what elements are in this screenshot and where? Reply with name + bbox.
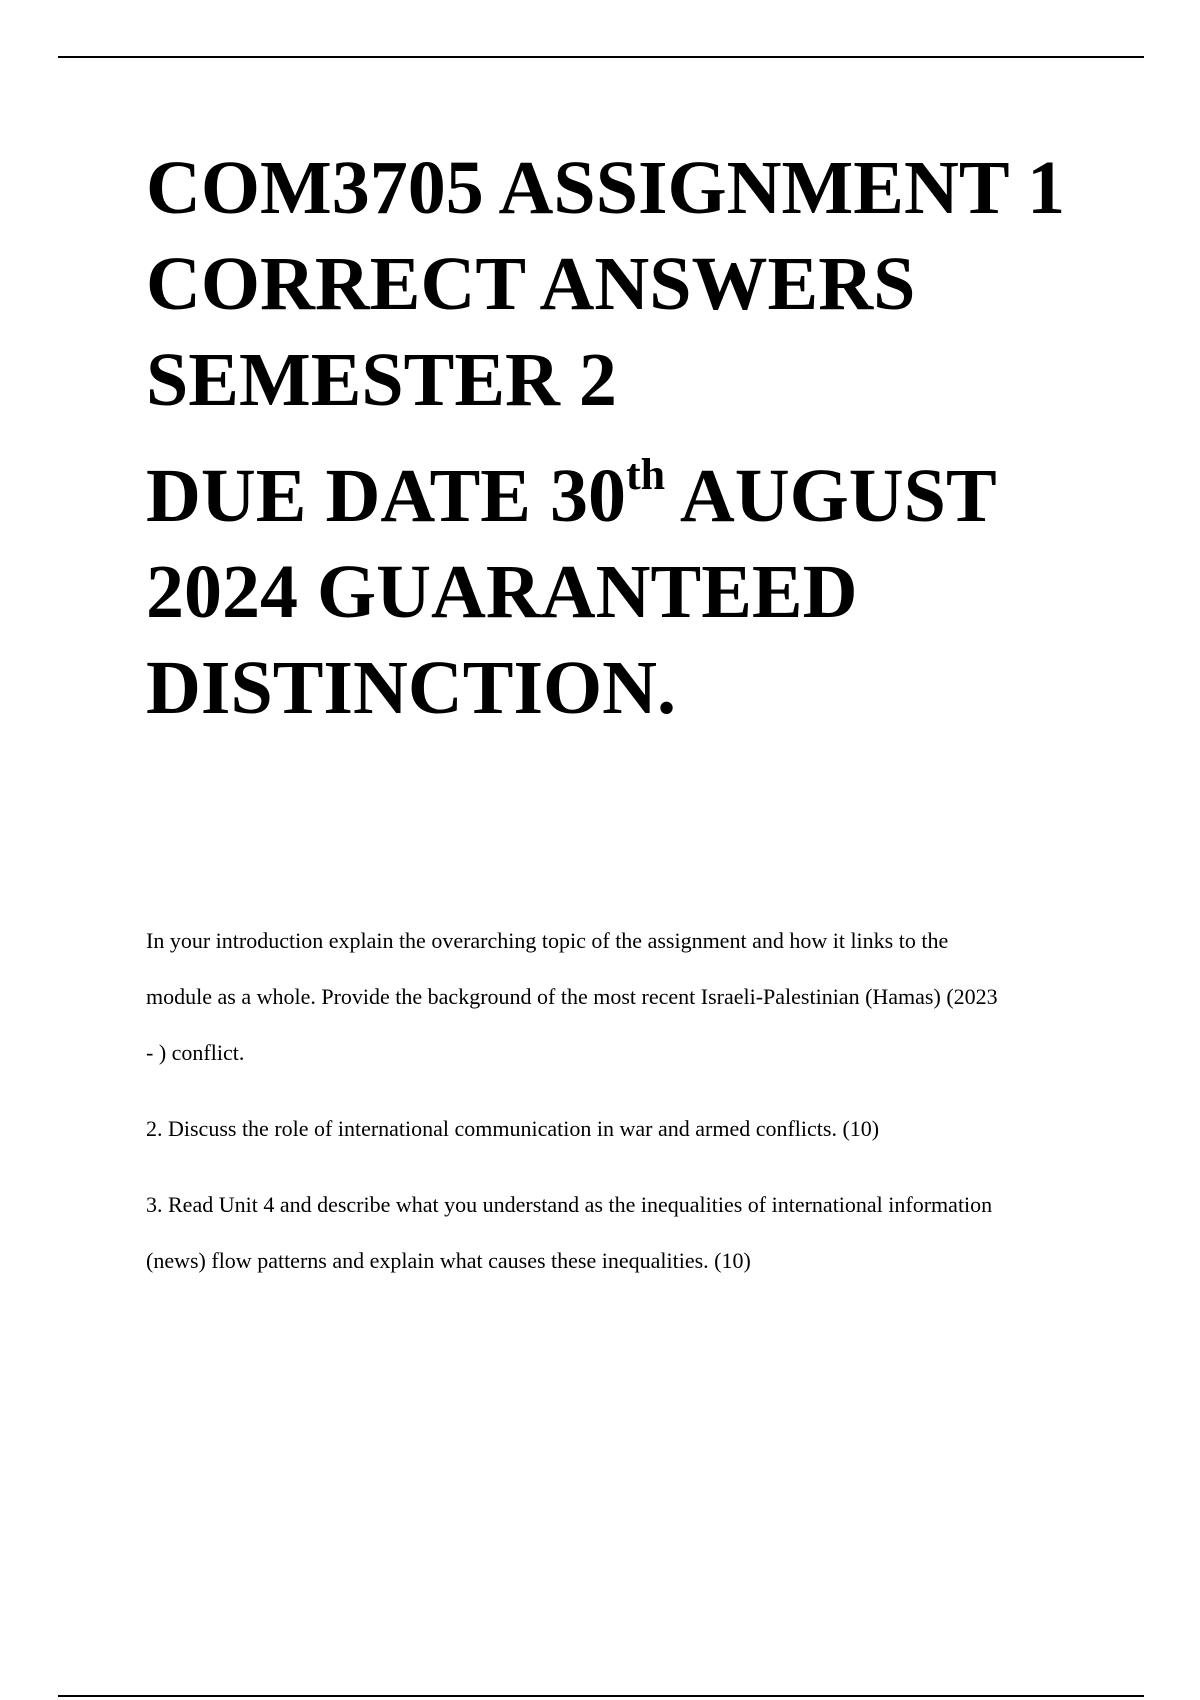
bottom-rule	[58, 1695, 1144, 1697]
intro-line-3: - ) conflict.	[146, 1040, 245, 1065]
title-line-6: DISTINCTION.	[146, 646, 677, 730]
due-date-ordinal: th	[625, 449, 666, 499]
title-line-4	[146, 448, 1146, 544]
assignment-questions	[146, 913, 1146, 1289]
document-title	[146, 140, 1146, 736]
due-date-prefix: DUE DATE 30	[146, 454, 626, 538]
title-line-3: SEMESTER 2	[146, 338, 617, 422]
title-line-1: COM3705 ASSIGNMENT 1	[146, 146, 1066, 230]
intro-line-2: module as a whole. Provide the background of the most recent Israeli-Palestinian (Hamas) (2023	[146, 984, 998, 1009]
question-3-line-2: (news) flow patterns and explain what causes these inequalities. (10)	[146, 1248, 751, 1273]
title-line-2: CORRECT ANSWERS	[146, 242, 916, 326]
question-3	[146, 1177, 1146, 1289]
top-rule	[58, 56, 1144, 58]
intro-line-1: In your introduction explain the overarching topic of the assignment and how it links to the	[146, 928, 949, 953]
question-2-line-1: 2. Discuss the role of international communication in war and armed conflicts. (10)	[146, 1116, 880, 1141]
intro-paragraph	[146, 913, 1146, 1081]
question-2	[146, 1101, 1146, 1157]
question-3-line-1: 3. Read Unit 4 and describe what you understand as the inequalities of international information	[146, 1192, 993, 1217]
due-date-month: AUGUST	[665, 454, 997, 538]
title-line-5: 2024 GUARANTEED	[146, 550, 858, 634]
